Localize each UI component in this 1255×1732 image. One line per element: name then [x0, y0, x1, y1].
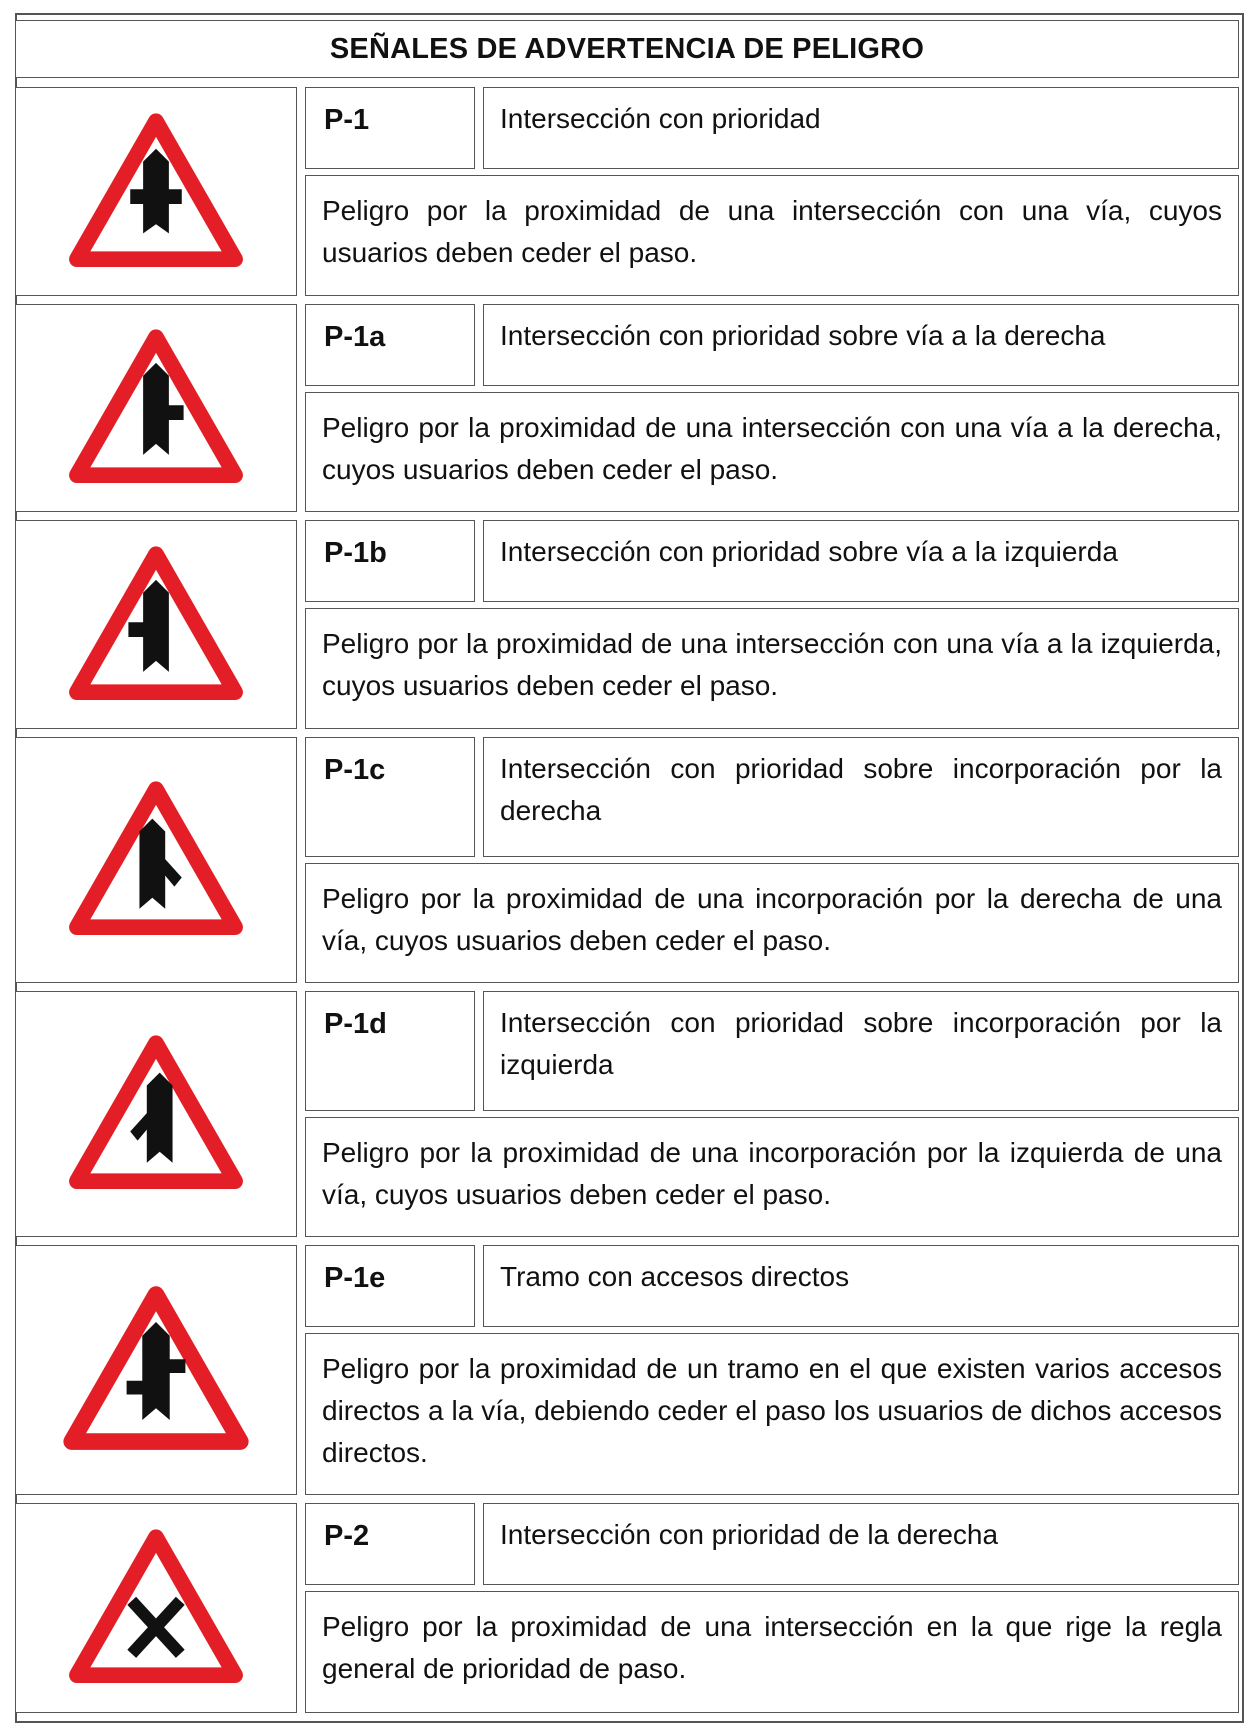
sign-description: Peligro por la proximidad de una incorporación por la derecha de una vía, cuyos usuarios deben ceder el paso. [305, 863, 1239, 983]
sign-code: P-1 [305, 87, 475, 169]
sign-name: Intersección con prioridad [483, 87, 1239, 169]
sign-name: Intersección con prioridad sobre vía a la derecha [483, 304, 1239, 386]
sign-image-cell [15, 1245, 297, 1495]
sign-name: Intersección con prioridad sobre incorporación por la derecha [483, 737, 1239, 857]
sign-image-cell [15, 1503, 297, 1713]
sign-code: P-1c [305, 737, 475, 857]
sign-name: Tramo con accesos directos [483, 1245, 1239, 1327]
sign-name: Intersección con prioridad sobre vía a la izquierda [483, 520, 1239, 602]
sign-description: Peligro por la proximidad de una intersección con una vía a la derecha, cuyos usuarios deben ceder el paso. [305, 392, 1239, 512]
x-intersection-icon [64, 1516, 248, 1700]
priority-right-road-icon [64, 316, 248, 500]
sign-description: Peligro por la proximidad de un tramo en el que existen varios accesos directos a la vía, debiendo ceder el paso los usuarios de dichos accesos directos. [305, 1333, 1239, 1495]
sign-code: P-1e [305, 1245, 475, 1327]
sign-description: Peligro por la proximidad de una intersección con una vía a la izquierda, cuyos usuarios deben ceder el paso. [305, 608, 1239, 729]
sign-code: P-1d [305, 991, 475, 1111]
sign-code: P-1b [305, 520, 475, 602]
direct-accesses-icon [58, 1272, 254, 1468]
cross-priority-icon [64, 100, 248, 284]
table-title: SEÑALES DE ADVERTENCIA DE PELIGRO [15, 20, 1239, 78]
merge-right-icon [64, 768, 248, 952]
priority-left-road-icon [64, 533, 248, 717]
merge-left-icon [64, 1022, 248, 1206]
sign-image-cell [15, 87, 297, 296]
sign-name: Intersección con prioridad de la derecha [483, 1503, 1239, 1585]
sign-image-cell [15, 737, 297, 983]
sign-code: P-2 [305, 1503, 475, 1585]
sign-description: Peligro por la proximidad de una incorporación por la izquierda de una vía, cuyos usuarios deben ceder el paso. [305, 1117, 1239, 1237]
sign-image-cell [15, 304, 297, 512]
sign-description: Peligro por la proximidad de una intersección en la que rige la regla general de prioridad de paso. [305, 1591, 1239, 1713]
sign-description: Peligro por la proximidad de una intersección con una vía, cuyos usuarios deben ceder el paso. [305, 175, 1239, 296]
sign-name: Intersección con prioridad sobre incorporación por la izquierda [483, 991, 1239, 1111]
sign-code: P-1a [305, 304, 475, 386]
sign-image-cell [15, 991, 297, 1237]
sign-image-cell [15, 520, 297, 729]
